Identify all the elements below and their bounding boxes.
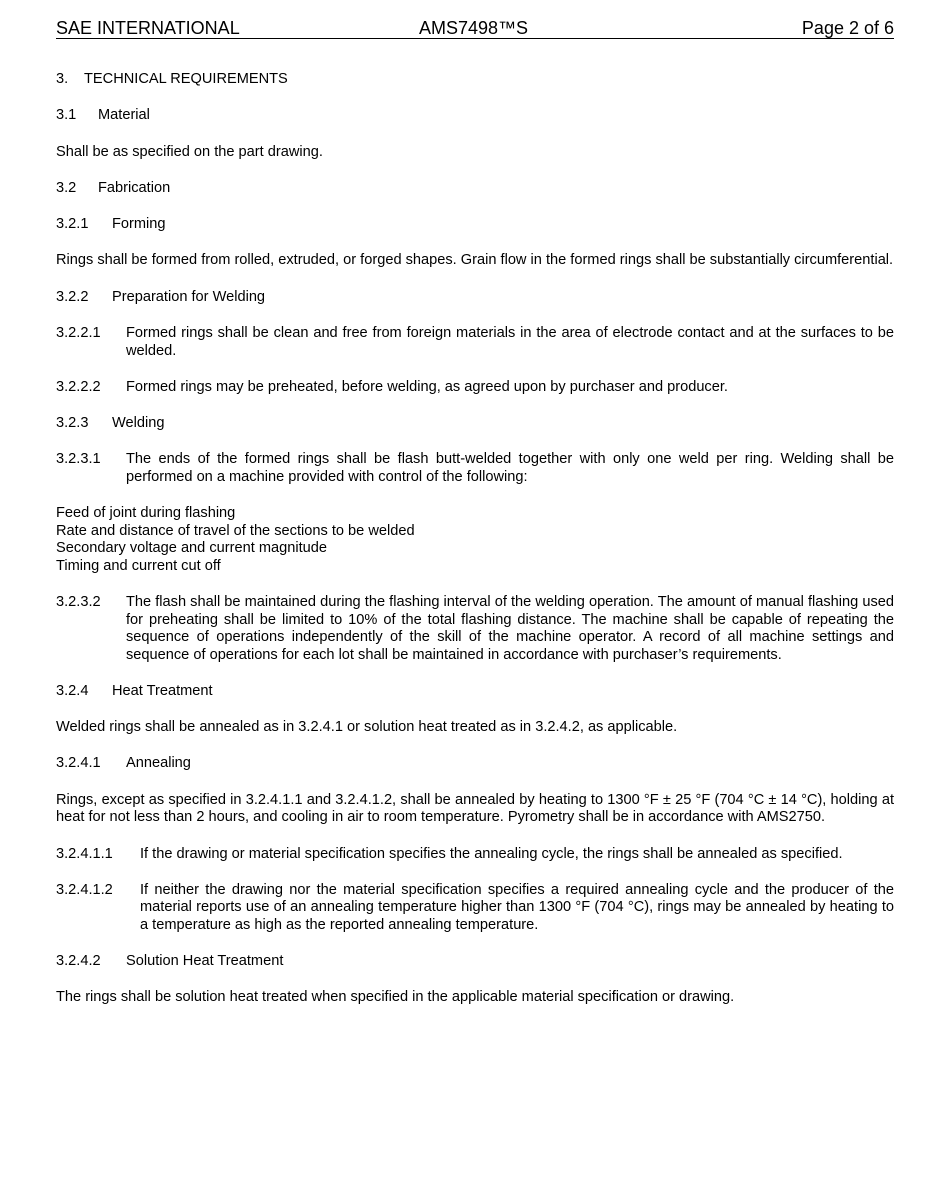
section-3-2-4-1-2: [56, 882, 894, 935]
list-item: Secondary voltage and current magnitude: [56, 540, 327, 557]
section-3-2-4-1-1: [56, 846, 894, 864]
section-number: 3.2.3.2: [56, 594, 101, 611]
section-title: Heat Treatment: [112, 682, 213, 699]
section-text: If the drawing or material specification specifies the annealing cycle, the rings shall be annealed as specified.: [140, 845, 843, 862]
section-3-2-3-1: [56, 451, 894, 486]
section-number: 3.2.3: [56, 415, 89, 432]
section-3-2-2-heading: [56, 289, 894, 307]
section-3-2-1-text: Rings shall be formed from rolled, extruded, or forged shapes. Grain flow in the formed rings shall be substantially circumferential.: [56, 252, 894, 269]
section-3-2-4-1-text: Rings, except as specified in 3.2.4.1.1 and 3.2.4.1.2, shall be annealed by heating to 1300 °F ± 25 °F (704 °C ± 14 °C), holding at heat for not less than 2 hours, and cooling in air to room temperature. Pyrometry shall be in accordance with AMS2750.: [56, 791, 894, 826]
section-number: 3.2.2.2: [56, 378, 101, 395]
section-3-2-heading: [56, 180, 894, 198]
section-number: 3.2: [56, 179, 77, 196]
document-body: [56, 71, 894, 1026]
section-3-1-text: Shall be as specified on the part drawing.: [56, 143, 323, 160]
page-header: [56, 16, 894, 39]
section-number: 3.2.2.1: [56, 325, 101, 342]
section-title: Forming: [112, 216, 166, 233]
section-number: 3.1: [56, 107, 77, 124]
section-title: Material: [98, 107, 150, 124]
section-text: Formed rings may be preheated, before welding, as agreed upon by purchaser and producer.: [126, 378, 728, 395]
section-3-2-3-heading: [56, 415, 894, 433]
section-3-2-2-1: [56, 325, 894, 360]
section-text: If neither the drawing nor the material specification specifies a required annealing cycle and the producer of the material reports use of an annealing temperature higher than 1300 °F (704 °C), rings may be annealed by heating to a temperature as high as the reported annealing temperature.: [140, 881, 894, 933]
section-3-2-4-2-heading: [56, 953, 894, 971]
section-number: 3.2.2: [56, 288, 89, 305]
section-title: Solution Heat Treatment: [126, 953, 284, 970]
header-org: SAE INTERNATIONAL: [56, 18, 240, 38]
section-3-2-2-2: [56, 379, 894, 397]
document-page: [56, 0, 894, 1202]
section-3-2-1-heading: [56, 216, 894, 234]
section-text: The ends of the formed rings shall be flash butt-welded together with only one weld per ring. Welding shall be performed on a machine provided with control of the following:: [126, 451, 894, 485]
section-number: 3.2.4.1: [56, 755, 101, 772]
list-item: Feed of joint during flashing: [56, 505, 236, 522]
header-page-number: Page 2 of 6: [801, 18, 894, 38]
list-item: Rate and distance of travel of the sections to be welded: [56, 522, 415, 539]
list-item: Timing and current cut off: [56, 557, 221, 574]
section-title: Fabrication: [98, 179, 171, 196]
section-number: 3.2.4.1.2: [56, 881, 113, 898]
header-doc-id: AMS7498™S: [419, 18, 529, 38]
section-3-2-4-2-text: The rings shall be solution heat treated when specified in the applicable material specification or drawing.: [56, 989, 735, 1006]
section-number: 3.2.3.1: [56, 451, 101, 468]
section-number: 3.: [56, 71, 69, 87]
section-number: 3.2.4.1.1: [56, 845, 113, 862]
welding-controls-list: [56, 505, 894, 575]
section-number: 3.2.4: [56, 682, 89, 699]
section-3-heading: [56, 71, 894, 89]
section-number: 3.2.4.2: [56, 953, 101, 970]
section-3-1-heading: [56, 107, 894, 125]
section-3-2-4-heading: [56, 683, 894, 701]
section-3-2-4-1-heading: [56, 755, 894, 773]
section-number: 3.2.1: [56, 216, 89, 233]
section-3-2-3-2: [56, 594, 894, 664]
section-title: Annealing: [126, 755, 191, 772]
section-title: Welding: [112, 415, 165, 432]
section-title: Preparation for Welding: [112, 288, 266, 305]
section-text: Formed rings shall be clean and free from foreign materials in the area of electrode contact and at the surfaces to be welded.: [126, 325, 894, 359]
section-text: The flash shall be maintained during the flashing interval of the welding operation. The amount of manual flashing used for preheating shall be limited to 10% of the total flashing distance. The machine shall be capable of repeating the sequence of operations independently of the skill of the machine operator. A record of all machine settings and sequence of operations for each lot shall be maintained in accordance with purchaser’s requirements.: [126, 594, 894, 663]
section-3-2-4-text: Welded rings shall be annealed as in 3.2.4.1 or solution heat treated as in 3.2.4.2, as applicable.: [56, 719, 678, 736]
section-title: TECHNICAL REQUIREMENTS: [84, 71, 288, 87]
